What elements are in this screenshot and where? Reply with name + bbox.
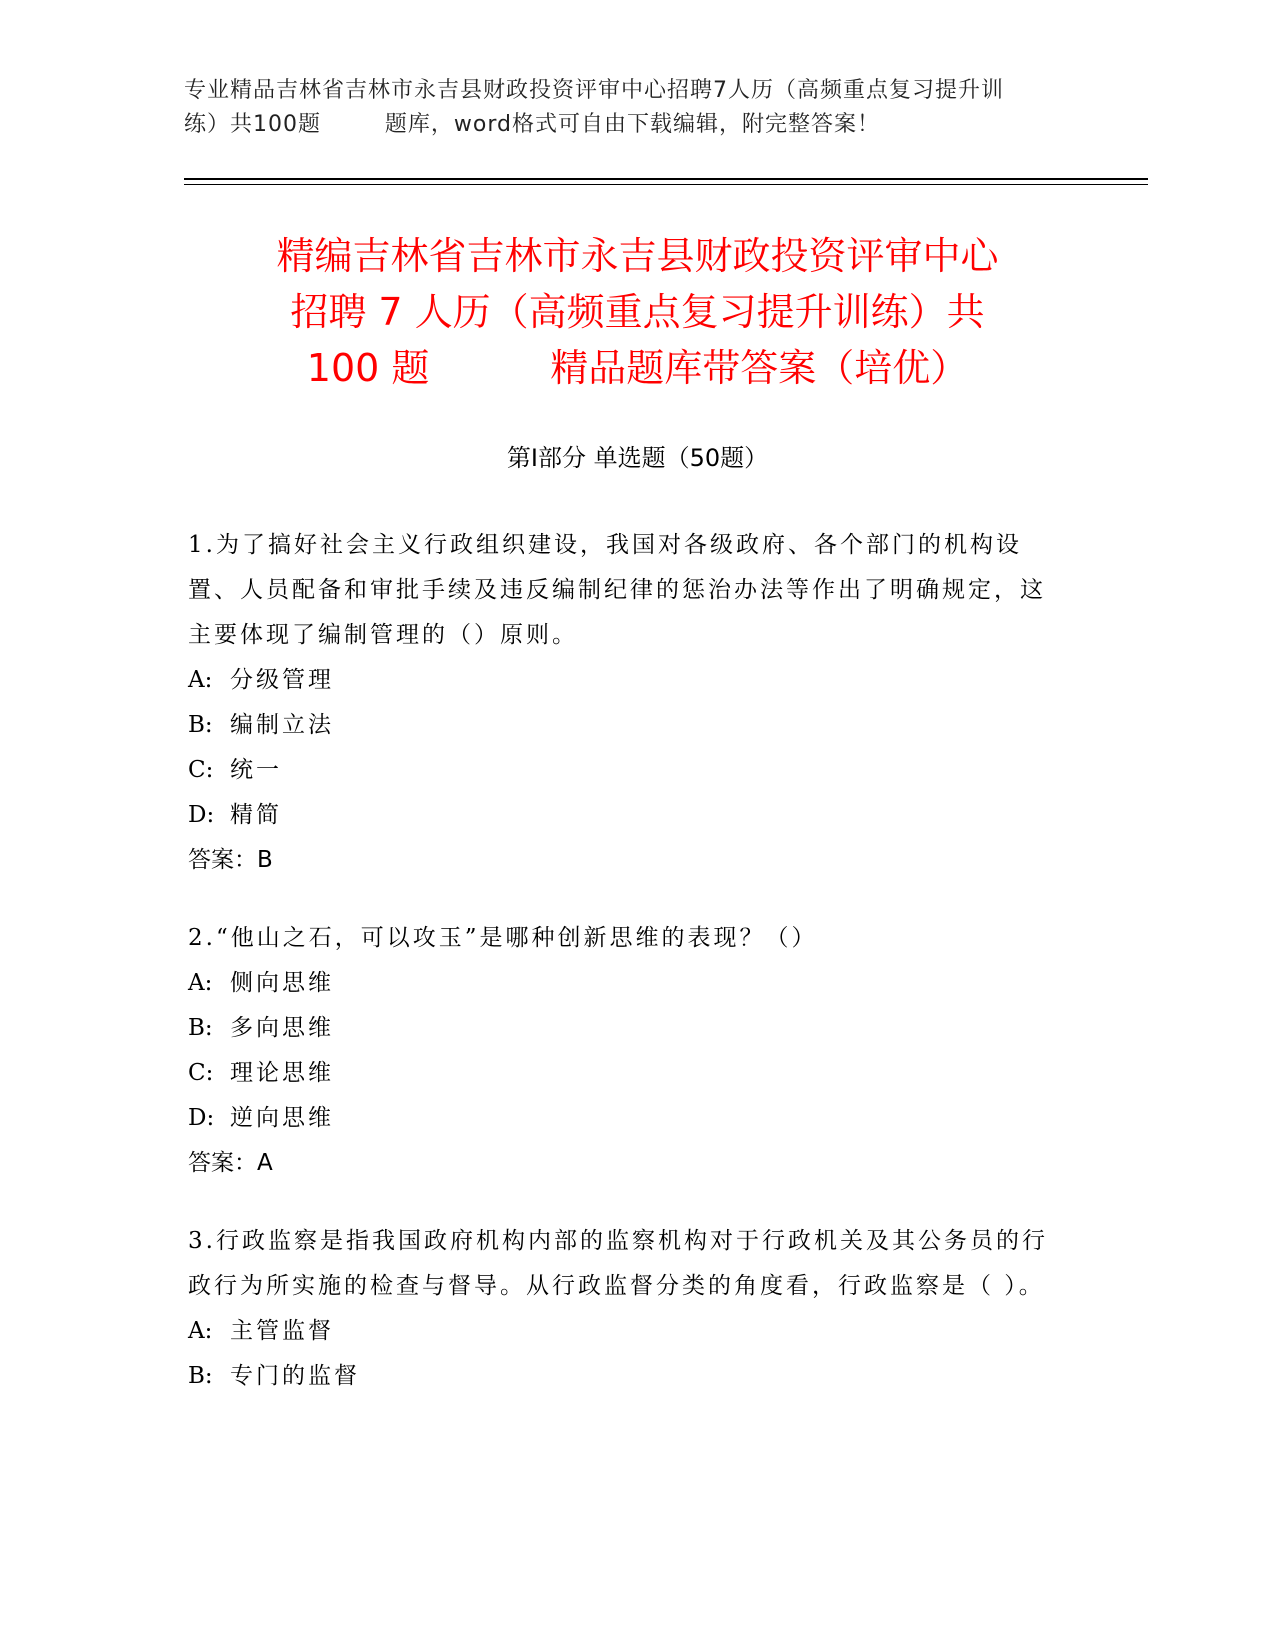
header-rule-thin <box>184 184 1148 185</box>
option-key: D: <box>188 802 215 828</box>
option-key: C: <box>188 757 214 783</box>
option-key: D: <box>188 1105 215 1131</box>
option-text: 主管监督 <box>230 1318 334 1344</box>
option-a <box>188 961 1068 1006</box>
question-stem: 3.行政监察是指我国政府机构内部的监察机构对于行政机关及其公务员的行政行为所实施的检查与督导。从行政监督分类的角度看，行政监察是（ ）。 <box>188 1228 1048 1299</box>
option-text: 专门的监督 <box>230 1363 360 1389</box>
question-2 <box>188 916 1068 1186</box>
option-text: 多向思维 <box>230 1015 334 1041</box>
answer-label: 答案：B <box>188 847 273 873</box>
option-b <box>188 1354 1068 1399</box>
option-text: 理论思维 <box>230 1060 334 1086</box>
header-rule-thick <box>184 178 1148 180</box>
option-d <box>188 793 1068 838</box>
option-d <box>188 1096 1068 1141</box>
option-b <box>188 703 1068 748</box>
option-key: B: <box>188 712 213 738</box>
document-title <box>150 228 1125 396</box>
option-key: A: <box>188 1318 213 1344</box>
option-key: B: <box>188 1363 213 1389</box>
option-text: 逆向思维 <box>230 1105 334 1131</box>
header-line-2: 练）共100题 题库，word格式可自由下载编辑，附完整答案！ <box>184 112 881 137</box>
option-text: 统一 <box>230 757 282 783</box>
option-c <box>188 748 1068 793</box>
option-c <box>188 1051 1068 1096</box>
title-line-1: 精编吉林省吉林市永吉县财政投资评审中心 <box>276 234 999 278</box>
option-a <box>188 658 1068 703</box>
section-title: 第Ⅰ部分 单选题（50题） <box>506 444 769 472</box>
question-1 <box>188 523 1068 883</box>
title-line-3: 100 题 精品题库带答案（培优） <box>306 346 969 390</box>
document-header <box>184 74 1084 142</box>
question-stem: 2.“他山之石，可以攻玉”是哪种创新思维的表现？（） <box>188 925 818 951</box>
option-text: 分级管理 <box>230 667 334 693</box>
option-key: C: <box>188 1060 214 1086</box>
answer-label: 答案：A <box>188 1150 273 1176</box>
question-stem: 1.为了搞好社会主义行政组织建设，我国对各级政府、各个部门的机构设置、人员配备和审批手续及违反编制纪律的惩治办法等作出了明确规定，这主要体现了编制管理的（）原则。 <box>188 532 1046 648</box>
option-a <box>188 1309 1068 1354</box>
header-line-1: 专业精品吉林省吉林市永吉县财政投资评审中心招聘7人历（高频重点复习提升训 <box>184 78 1004 103</box>
title-line-2: 招聘 7 人历（高频重点复习提升训练）共 <box>290 290 985 334</box>
option-key: B: <box>188 1015 213 1041</box>
option-key: A: <box>188 970 213 996</box>
option-b <box>188 1006 1068 1051</box>
question-list <box>188 523 1068 1432</box>
option-key: A: <box>188 667 213 693</box>
option-text: 编制立法 <box>230 712 334 738</box>
option-text: 侧向思维 <box>230 970 334 996</box>
option-text: 精简 <box>230 802 282 828</box>
question-3 <box>188 1219 1068 1399</box>
